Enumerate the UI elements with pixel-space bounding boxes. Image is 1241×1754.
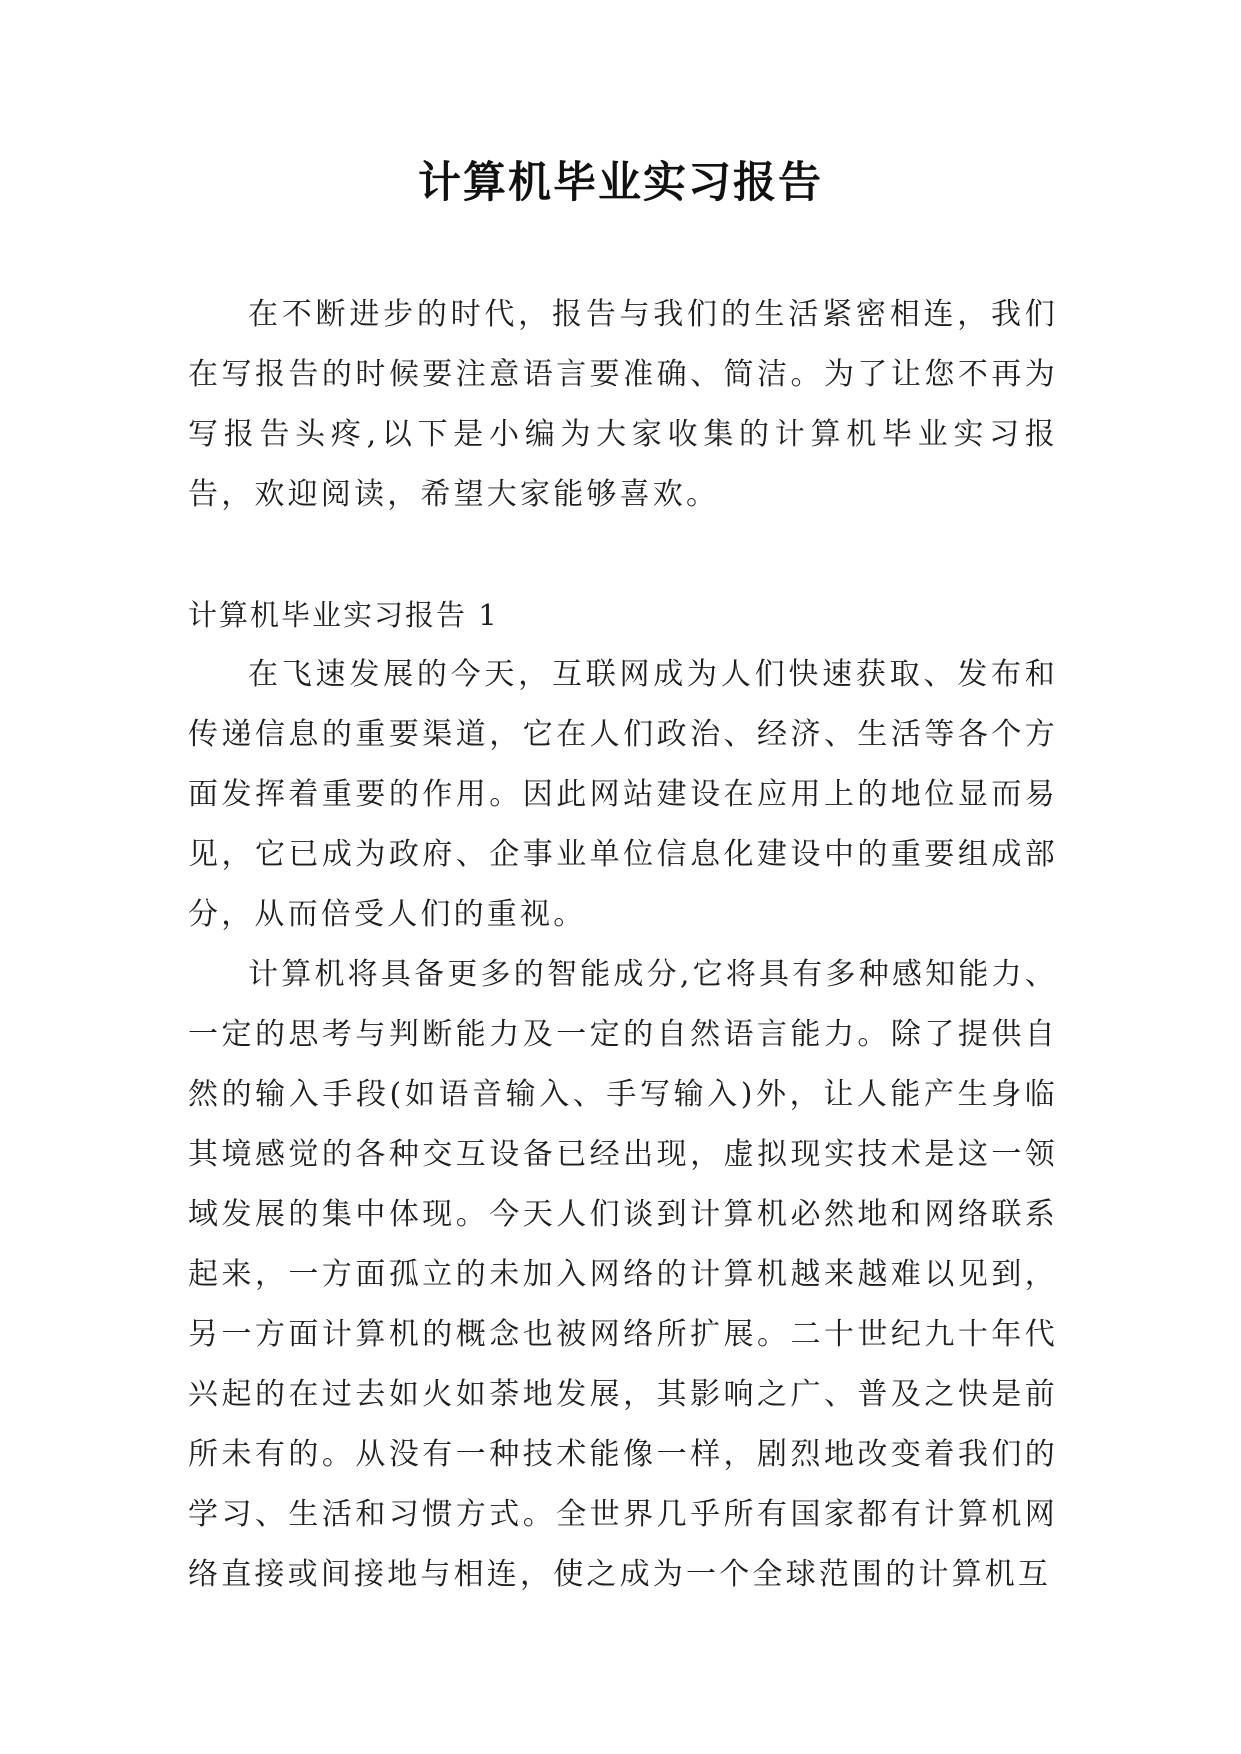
section-heading: 计算机毕业实习报告 1 xyxy=(188,598,499,632)
body-paragraph-1: 在飞速发展的今天，互联网成为人们快速获取、发布和传递信息的重要渠道，它在人们政治、经济、生活等各个方面发挥着重要的作用。因此网站建设在应用上的地位显而易见，它已成为政府、企事业单位信息化建设中的重要组成部分，从而倍受人们的重视。 xyxy=(188,657,1058,932)
document-title: 计算机毕业实习报告 xyxy=(418,158,823,208)
body-paragraph-2: 计算机将具备更多的智能成分,它将具有多种感知能力、一定的思考与判断能力及一定的自然语言能力。除了提供自然的输入手段(如语音输入、手写输入)外，让人能产生身临其境感觉的各种交互设备已经出现，虚拟现实技术是这一领域发展的集中体现。今天人们谈到计算机必然地和网络联系起来，一方面孤立的未加入网络的计算机越来越难以见到，另一方面计算机的概念也被网络所扩展。二十世纪九十年代兴起的在过去如火如荼地发展，其影响之广、普及之快是前所未有的。从没有一种技术能像一样，剧烈地改变着我们的学习、生活和习惯方式。全世界几乎所有国家都有计算机网络直接或间接地与相连，使之成为一个全球范围的计算机互 xyxy=(188,957,1058,1592)
document-body xyxy=(188,285,1058,1605)
intro-paragraph: 在不断进步的时代，报告与我们的生活紧密相连，我们在写报告的时候要注意语言要准确、简洁。为了让您不再为写报告头疼,以下是小编为大家收集的计算机毕业实习报告，欢迎阅读，希望大家能够喜欢。 xyxy=(188,297,1058,512)
